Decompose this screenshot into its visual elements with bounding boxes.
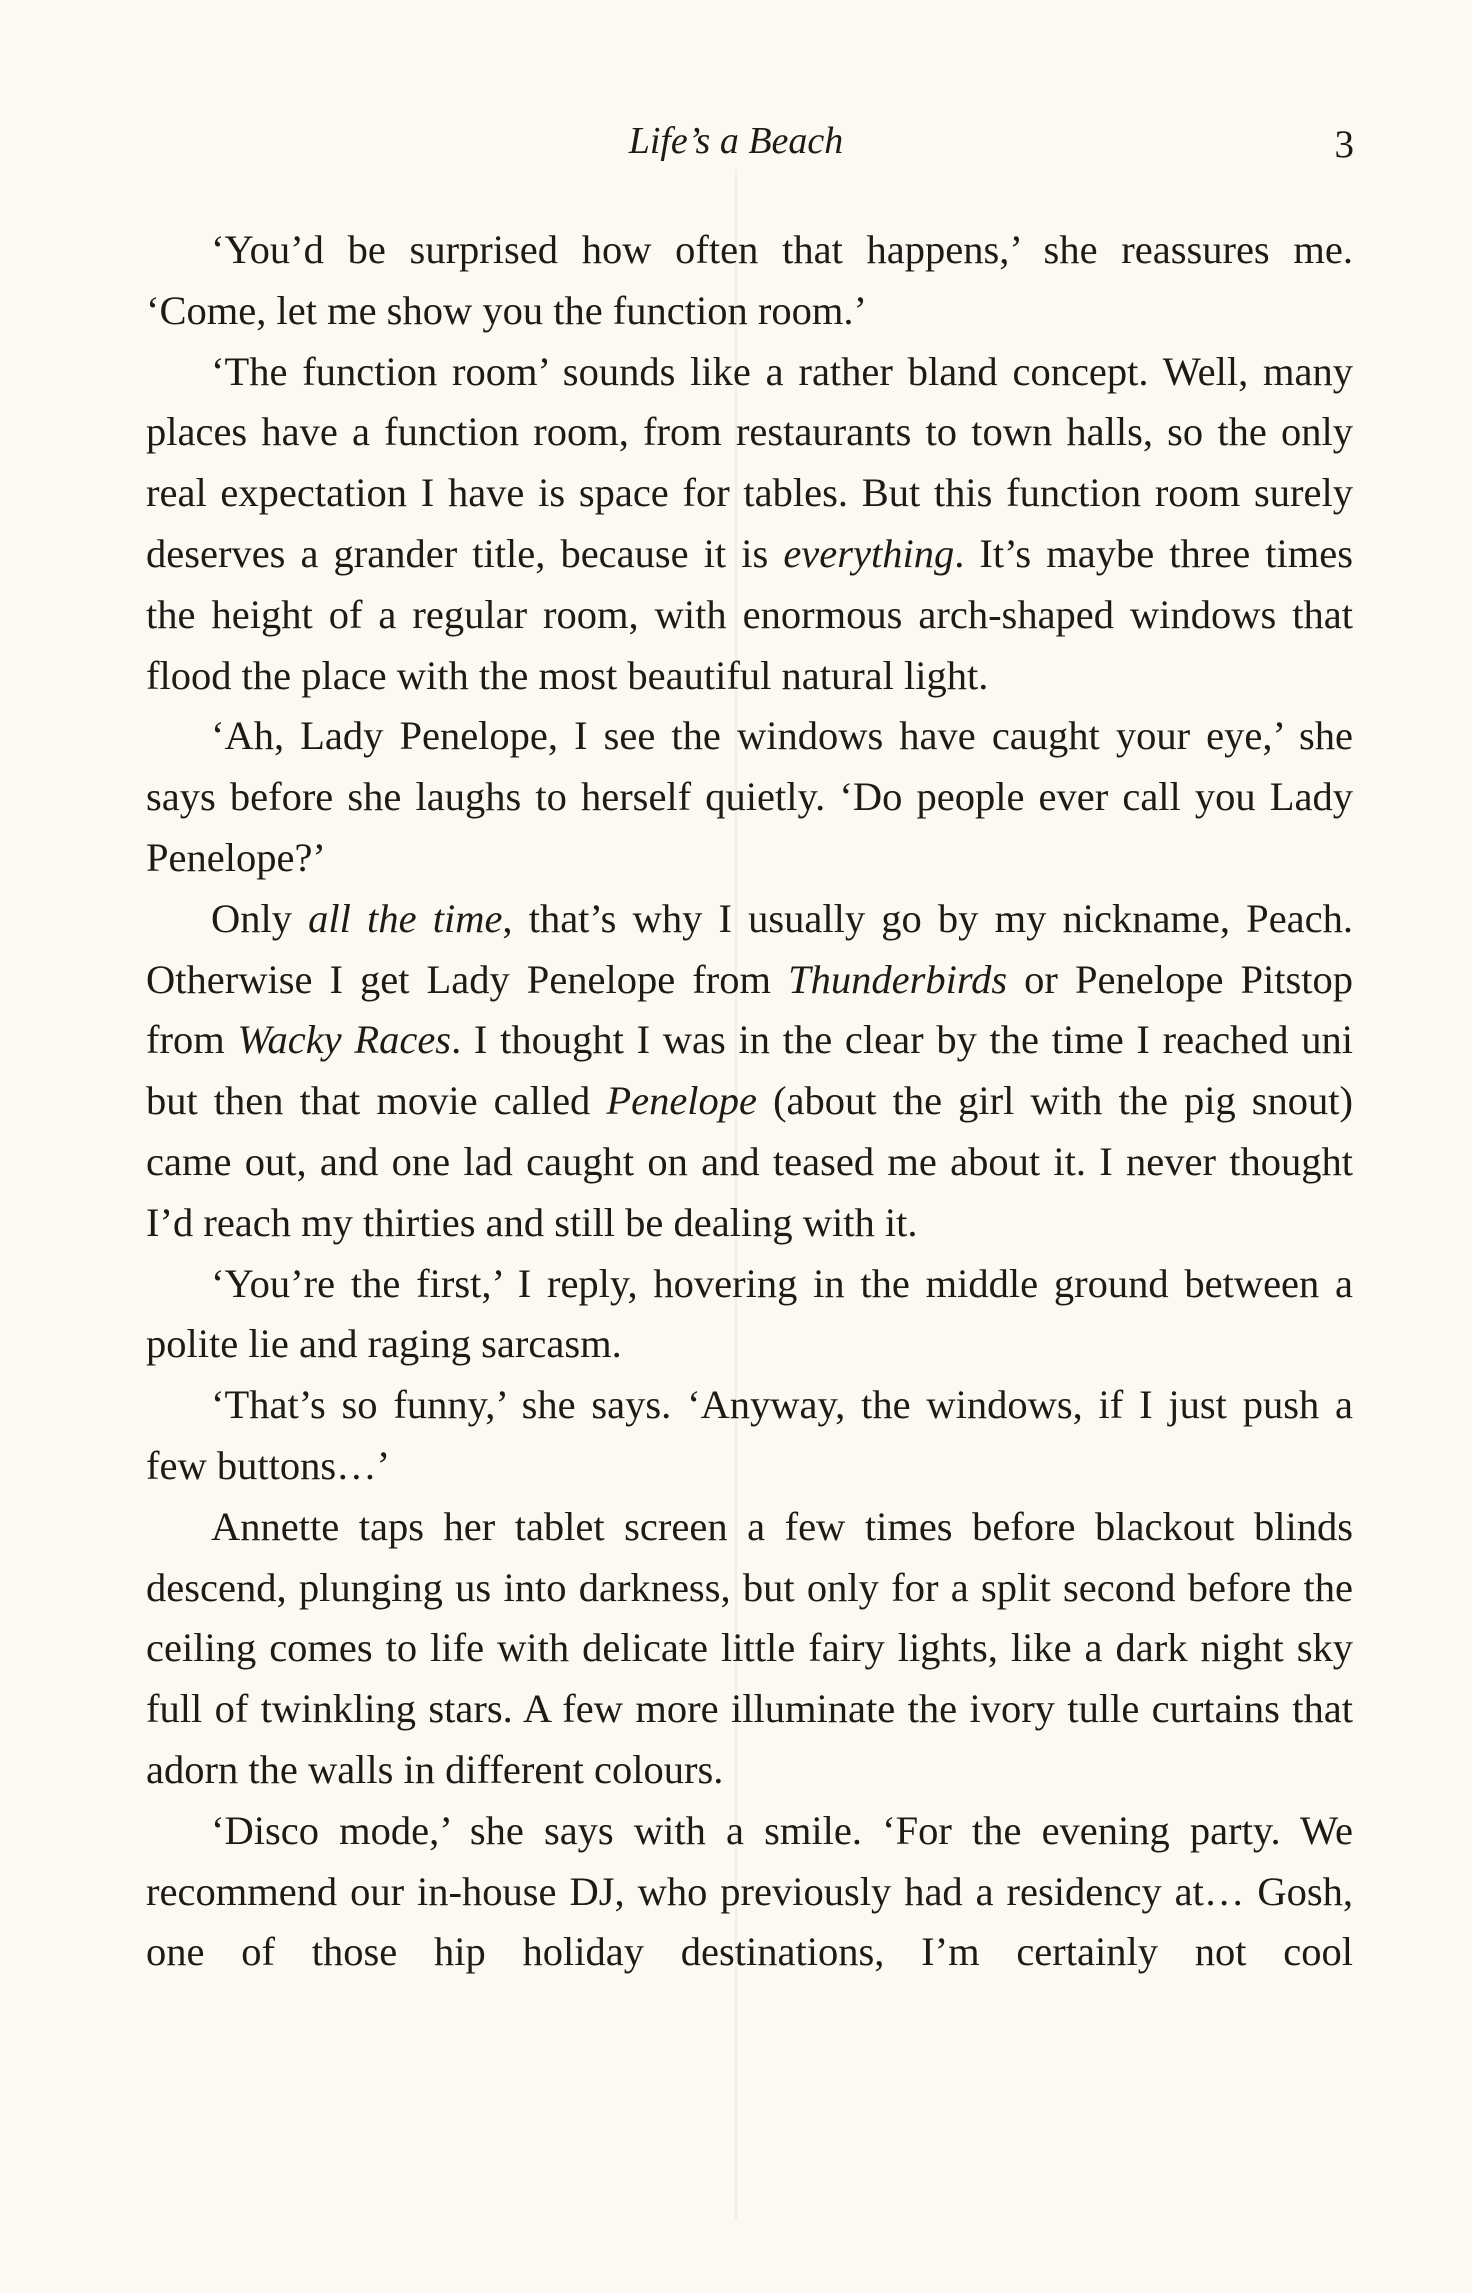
- paragraph-4-emphasis-4: Penelope: [606, 1078, 758, 1124]
- paragraph-4-text-3: or Penelope Pitstop from: [146, 956, 1354, 1063]
- paragraph-4: [146, 889, 1353, 1254]
- paragraph-4-text-4: . I thought I was in the clear by the time I reached uni but then that movie called: [146, 1017, 1353, 1124]
- paragraph-4-text-2: , that’s why I usually go by my nickname, Peach. Otherwise I get Lady Penelope from: [146, 895, 1353, 1002]
- page-number: 3: [1334, 123, 1354, 166]
- paragraph-4-text-1: Only: [211, 895, 309, 941]
- paragraph-2-emphasis: everything: [783, 530, 955, 576]
- paragraph-3: ‘Ah, Lady Penelope, I see the windows have caught your eye,’ she says before she laughs to herself quietly. ‘Do people ever call you Lady Penelope?’: [146, 713, 1353, 880]
- paragraph-2: [146, 342, 1353, 707]
- paragraph-2-text-a: ‘The function room’ sounds like a rather bland concept. Well, many places have a function room, from restaurants to town halls, so the only real expectation I have is space for tables. But this function room surely deserves a grander title, because it is: [146, 348, 1353, 576]
- running-title: Life’s a Beach: [628, 120, 844, 162]
- paragraph-7: Annette taps her tablet screen a few times before blackout blinds descend, plunging us into darkness, but only for a split second before the ceiling comes to life with delicate little fairy lights, like a dark night sky full of twinkling stars. A few more illuminate the ivory tulle curtains that adorn the walls in different colours.: [146, 1503, 1353, 1792]
- paragraph-8: ‘Disco mode,’ she says with a smile. ‘For the evening party. We recommend our in-house DJ, who previously had a residency at… Gosh, one of those hip holiday destinations, I’m certainly not cool: [146, 1807, 1353, 1975]
- paragraph-5: ‘You’re the first,’ I reply, hovering in the middle ground between a polite lie and raging sarcasm.: [146, 1260, 1353, 1367]
- running-head: [0, 116, 1472, 176]
- paragraph-2-text-b: . It’s maybe three times the height of a regular room, with enormous arch-shaped windows that flood the place with the most beautiful natural light.: [146, 530, 1353, 698]
- paragraph-1: ‘You’d be surprised how often that happens,’ she reassures me. ‘Come, let me show you the function room.’: [146, 227, 1353, 333]
- paragraph-6: ‘That’s so funny,’ she says. ‘Anyway, the windows, if I just push a few buttons…’: [146, 1382, 1353, 1488]
- body-text: [146, 220, 1353, 1983]
- paragraph-4-emphasis-2: Thunderbirds: [788, 956, 1008, 1002]
- paragraph-4-emphasis-3: Wacky Races: [237, 1017, 452, 1063]
- paragraph-4-text-5: (about the girl with the pig snout) came out, and one lad caught on and teased me about it. I never thought I’d reach my thirties and still be dealing with it.: [146, 1078, 1354, 1245]
- paragraph-4-emphasis-1: all the time: [308, 895, 503, 941]
